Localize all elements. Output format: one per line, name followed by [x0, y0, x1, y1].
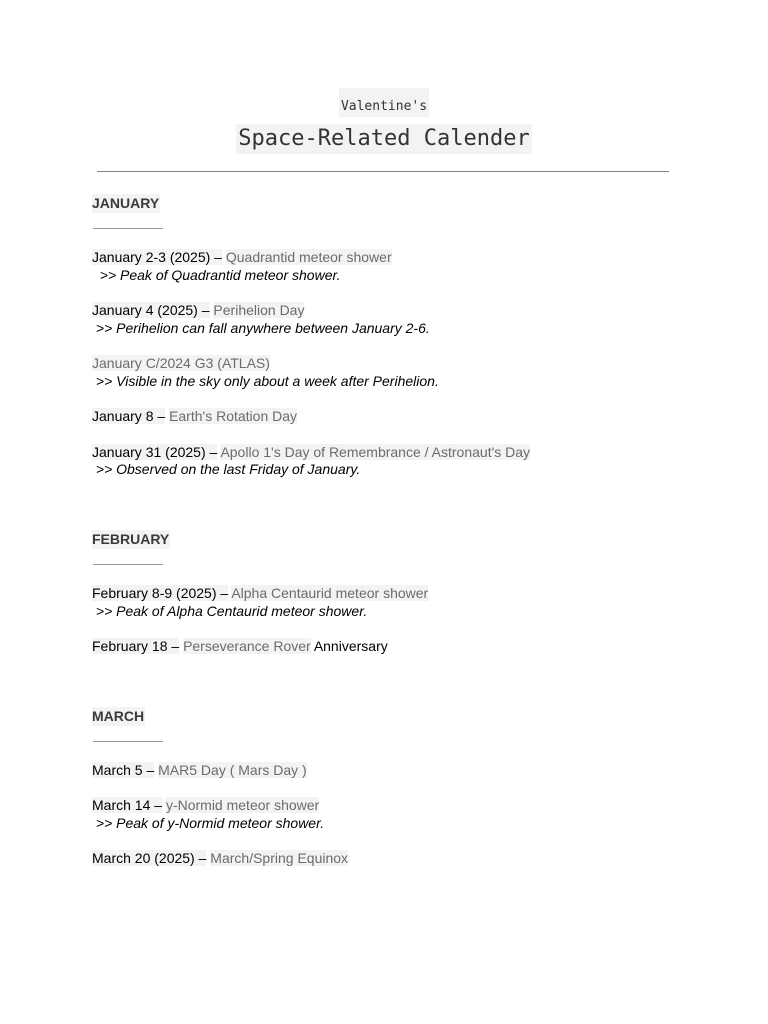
- event-date: January 8 –: [92, 408, 166, 424]
- event-date: February 8-9 (2025) –: [92, 585, 229, 601]
- month-divider: [93, 228, 163, 229]
- event-date: January 2-3 (2025) –: [92, 249, 222, 265]
- event-link[interactable]: Quadrantid meteor shower: [225, 249, 392, 265]
- event-note: >> Peak of y-Normid meteor shower.: [92, 815, 325, 831]
- month-heading-february: [92, 531, 170, 547]
- list-item: [92, 796, 319, 814]
- event-date: February 18 –: [92, 638, 180, 654]
- document-title: [0, 124, 768, 154]
- list-item: [92, 849, 348, 867]
- title-text: Space-Related Calender: [236, 124, 531, 154]
- list-item: [92, 248, 392, 266]
- event-link[interactable]: MAR5 Day ( Mars Day ): [158, 762, 307, 778]
- event-date: March 20 (2025) –: [92, 850, 207, 866]
- event-link[interactable]: Earth's Rotation Day: [169, 408, 298, 424]
- document-subtitle: [0, 88, 768, 117]
- list-item: [92, 301, 304, 319]
- list-item: [92, 761, 307, 779]
- title-divider: [97, 171, 669, 172]
- event-link[interactable]: y-Normid meteor shower: [165, 797, 320, 813]
- list-item: [92, 584, 428, 602]
- month-divider: [93, 741, 163, 742]
- event-date: March 5 –: [92, 762, 155, 778]
- event-tail-text: Anniversary: [313, 638, 388, 654]
- list-item: [92, 354, 270, 372]
- event-link[interactable]: January C/2024 G3 (ATLAS): [92, 355, 270, 371]
- event-date: March 14 –: [92, 797, 163, 813]
- month-heading-january: [92, 195, 160, 211]
- list-item: [92, 407, 297, 425]
- event-date: January 31 (2025) –: [92, 444, 218, 460]
- event-note: >> Peak of Alpha Centaurid meteor shower.: [92, 603, 368, 619]
- month-heading-text: JANUARY: [92, 195, 160, 211]
- event-note: >> Observed on the last Friday of January.: [92, 461, 361, 477]
- event-link[interactable]: Apollo 1's Day of Remembrance / Astronaut's Day: [220, 444, 531, 460]
- event-link[interactable]: Perihelion Day: [213, 302, 305, 318]
- month-heading-text: FEBRUARY: [92, 531, 170, 547]
- event-date: January 4 (2025) –: [92, 302, 210, 318]
- month-divider: [93, 564, 163, 565]
- month-heading-text: MARCH: [92, 708, 145, 724]
- event-note: >> Peak of Quadrantid meteor shower.: [92, 267, 341, 283]
- event-note: >> Visible in the sky only about a week after Perihelion.: [92, 373, 439, 389]
- event-link[interactable]: Perseverance Rover: [183, 638, 311, 654]
- list-item: [92, 637, 388, 655]
- subtitle-text: Valentine's: [339, 88, 429, 117]
- event-link[interactable]: March/Spring Equinox: [210, 850, 349, 866]
- month-heading-march: [92, 708, 145, 724]
- event-link[interactable]: Alpha Centaurid meteor shower: [231, 585, 429, 601]
- list-item: [92, 443, 530, 461]
- event-note: >> Perihelion can fall anywhere between January 2-6.: [92, 320, 430, 336]
